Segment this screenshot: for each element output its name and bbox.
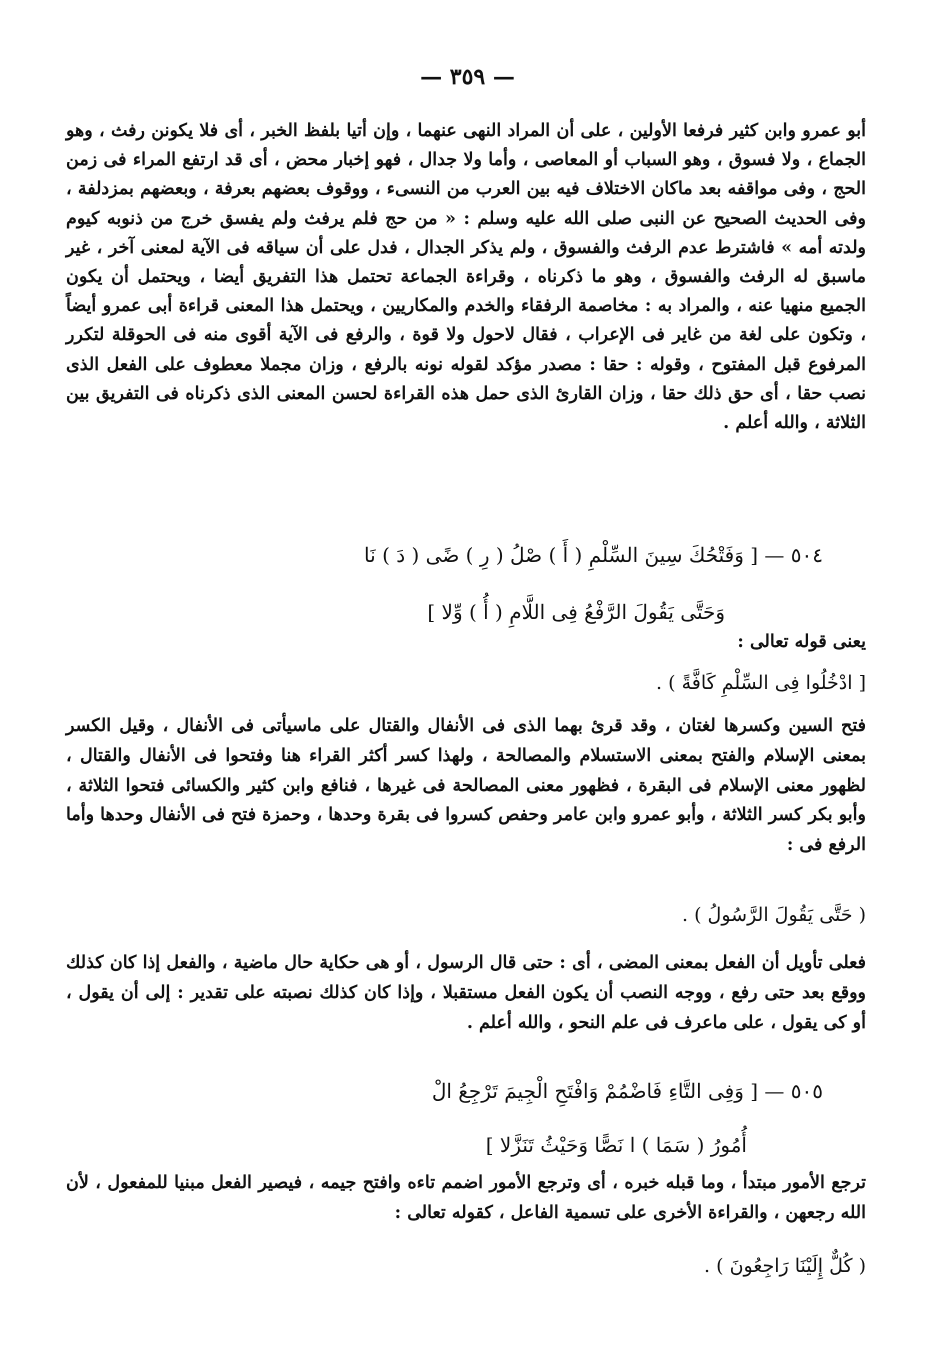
quran-intro-label: يعنى قوله تعالى : — [737, 632, 866, 652]
verse-505-line-2: أُمُورُ ( سَمَا ) ا نَصًّا وَحَيْثُ تَنَزَّلا ] — [485, 1133, 747, 1157]
paragraph-commentary-4: ترجع الأمور مبتدأ ، وما قبله خبره ، أى وترجع الأمور اضمم تاءه وافتح جيمه ، فيصير الفعل مبنيا للمفعول ، لأن الله رجعهن ، والقراءة الأخرى على تسمية الفاعل ، كقوله تعالى : — [66, 1173, 866, 1223]
paragraph-commentary-1: أبو عمرو وابن كثير فرفعا الأولين ، على أن المراد النهى عنهما ، وإن أتيا بلفظ الخبر ، أى فلا يكونن رفث ، وهو الجماع ، ولا فسوق ، وهو السباب أو المعاصى ، وأما ولا جدال ، فهو إخبار محض ، أى قد ارتفع المراء فى زمن الحج ، وفى مواقفه بعد ماكان الاختلاف فيه بين العرب من النسىء ، ووقوف بعضهم بعرفة ، وبعضهم بمزدلفة ، وفى الحديث الصحيح عن النبى صلى الله عليه وسلم : « من حج فلم يرفث ولم يفسق خرج من ذنوبه كيوم ولدته أمه » فاشترط عدم الرفث والفسوق ، ولم يذكر الجدال ، فدل على أن سياقه فى الآية لمعنى آخر ، غير ماسبق له الرفث والفسوق ، وهو ما ذكرناه ، وقراءة الجماعة تحتمل هذا التفريق أيضا ، ويحتمل أن يكون الجميع منهيا عنه ، والمراد به : مخاصمة الرفقاء والخدم والمكاريين ، ويحتمل هذا المعنى قراءة أبى عمرو أيضاً ، وتكون على لغة من غاير فى الإعراب ، فقال لاحول ولا قوة ، والرفع فى الآية أقوى منه فى الحوقلة لتكرر المرفوع قبل المفتوح ، وقوله : حقا : مصدر مؤكد لقوله نونه بالرفع ، وزان مجملا معطوف على الفعل الذى نصب حقا ، أى حق ذلك حقا ، وزان القارئ الذى حمل هذه القراءة لحسن المعنى الذى ذكرناه فى التفريق بين الثلاثة ، والله أعلم . — [66, 121, 866, 434]
paragraph-commentary-2: فتح السين وكسرها لغتان ، وقد قرئ بهما الذى فى الأنفال والقتال على ماسيأتى فى الأنفال ، وقيل الكسر بمعنى الإسلام والفتح بمعنى الاستسلام والمصالحة ، ولهذا كسر أكثر القراء هنا وفتحوا فى الأنفال والقتال ، لظهور معنى الإسلام فى البقرة ، فظهور معنى المصالحة فى غيرها ، فنافع وابن كثير والكسائى فتحوا الثلاثة ، وأبو بكر كسر الثلاثة ، وأبو عمرو وابن عامر وحفص كسروا فى بقرة وحدها ، وحمزة فتح فى الأنفال وحدها وأما الرفع فى : — [66, 716, 866, 856]
verse-504-line-1: ٥٠٤ — [ وَفَتْحُكَ سِينَ السِّلْمِ ( أَ ) صْلُ ( رِ ) ضًى ( دَ ) نَا — [364, 543, 823, 567]
verse-505-line-1: ٥٠٥ — [ وَفِى التَّاءِ فَاضْمُمْ وَافْتَحِ الْجِيمَ تَرْجِعُ الْ — [431, 1079, 823, 1103]
quran-quote-1: [ ادْخُلُوا فِى السِّلْمِ كَافَّةً ) . — [656, 672, 866, 694]
quran-quote-2: ( حَتَّى يَقُولَ الرَّسُولُ ) . — [682, 904, 866, 926]
quran-quote-3: ( كُلٌّ إِلَيْنَا رَاجِعُونَ ) . — [704, 1255, 866, 1277]
verse-504-line-2: وَحَتَّى يَقُولَ الرَّفْعُ فِى اللَّامِ ( أُ ) وِّلا ] — [427, 600, 725, 624]
paragraph-commentary-3: فعلى تأويل أن الفعل بمعنى المضى ، أى : حتى قال الرسول ، أو هى حكاية حال ماضية ، والفعل إذا كان كذلك ووقع بعد حتى رفع ، ووجه النصب أن يكون الفعل مستقبلا ، وإذا كان كذلك نصبته على تقدير : إلى أن يقول ، أو كى يقول ، على ماعرف فى علم النحو ، والله أعلم . — [66, 953, 866, 1033]
page-number: — ٣٥٩ — — [420, 64, 515, 90]
